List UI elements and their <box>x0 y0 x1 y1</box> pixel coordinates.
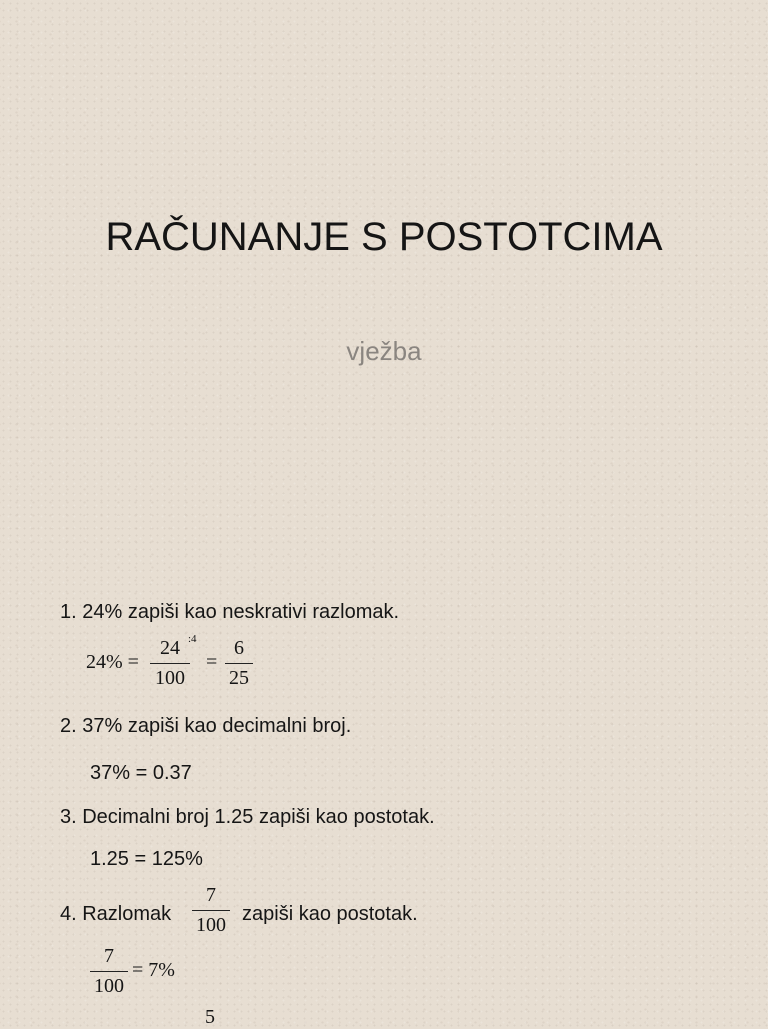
slide-subtitle: vježba <box>346 336 422 366</box>
q4-answer-denominator: 100 <box>94 975 124 997</box>
question-3-text: 3. Decimalni broj 1.25 zapiši kao postotak. <box>60 806 435 828</box>
q4-fraction <box>192 883 230 937</box>
question-2-text: 2. 37% zapiši kao decimalni broj. <box>60 715 352 737</box>
q1-frac1-denominator: 100 <box>155 667 185 689</box>
q5-partial-numerator: 5 <box>205 1006 215 1028</box>
q4-answer-bar <box>90 971 128 972</box>
q1-frac2-bar <box>225 663 253 664</box>
question-3-answer: 1.25 = 125% <box>90 848 203 870</box>
q4-frac-bar <box>192 910 230 911</box>
q4-answer-numerator: 7 <box>104 945 114 967</box>
q4-answer-fraction <box>90 944 128 998</box>
question-2-answer: 37% = 0.37 <box>90 762 192 784</box>
question-4-text-end: zapiši kao postotak. <box>242 903 418 925</box>
q1-frac1-bar <box>150 663 190 664</box>
exercise-slide <box>0 576 768 1028</box>
q1-frac2-numerator: 6 <box>234 637 244 659</box>
q1-fraction-2 <box>225 636 253 690</box>
question-1-text: 1. 24% zapiši kao neskrativi razlomak. <box>60 601 400 623</box>
q1-reduce-note: :4 <box>188 633 197 645</box>
q4-answer-rhs: = 7% <box>132 959 175 981</box>
question-4-text-start: 4. Razlomak <box>60 903 172 925</box>
q1-lhs: 24% = <box>86 651 139 673</box>
q1-frac1-numerator: 24 <box>160 637 180 659</box>
q4-frac-numerator: 7 <box>206 884 216 906</box>
slide-title: RAČUNANJE S POSTOTCIMA <box>105 215 663 259</box>
q1-frac2-denominator: 25 <box>229 667 249 689</box>
q4-frac-denominator: 100 <box>196 914 226 936</box>
q1-equals: = <box>206 651 218 673</box>
q1-fraction-1 <box>150 636 190 690</box>
